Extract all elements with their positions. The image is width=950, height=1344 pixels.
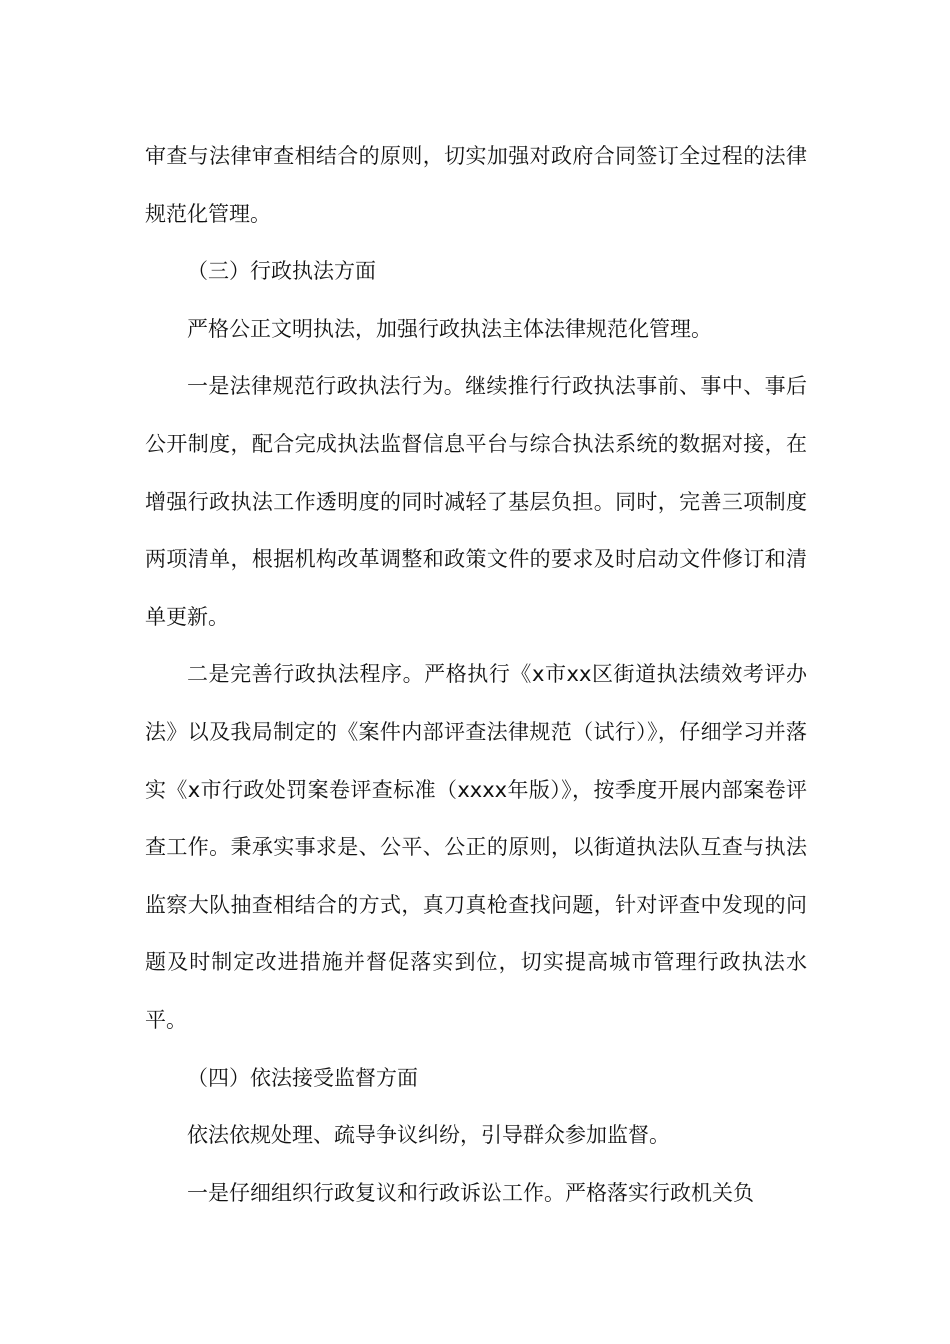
section-4-point-1: 一是仔细组织行政复议和行政诉讼工作。严格落实行政机关负 (187, 1180, 754, 1205)
section-3-point-2: 二是完善行政执法程序。严格执行《x市xx区街道执法绩效考评办法》以及我局制定的《案件内部评查法律规范（试行）》，仔细学习并落实《x市行政处罚案卷评查标准（xxxx年版）》，按季度开展内部案卷评查工作。秉承实事求是、公平、公正的原则，以街道执法队互查与执法监察大队抽查相结合的方式，真刀真枪查找问题，针对评查中发现的问题及时制定改进措施并督促落实到位，切实提高城市管理行政执法水平。 (145, 662, 807, 1032)
section-3-intro: 严格公正文明执法，加强行政执法主体法律规范化管理。 (187, 316, 712, 341)
section-4-intro: 依法依规处理、疏导争议纠纷，引导群众参加监督。 (187, 1123, 670, 1148)
paragraph-continued: 审查与法律审查相结合的原则，切实加强对政府合同签订全过程的法律规范化管理。 (145, 144, 807, 226)
section-heading-3: （三）行政执法方面 (187, 259, 376, 284)
section-heading-4: （四）依法接受监督方面 (187, 1065, 418, 1090)
section-3-point-1: 一是法律规范行政执法行为。继续推行行政执法事前、事中、事后公开制度，配合完成执法监督信息平台与综合执法系统的数据对接，在增强行政执法工作透明度的同时减轻了基层负担。同时，完善三项制度两项清单，根据机构改革调整和政策文件的要求及时启动文件修订和清单更新。 (145, 374, 807, 629)
document-body (145, 128, 807, 1222)
